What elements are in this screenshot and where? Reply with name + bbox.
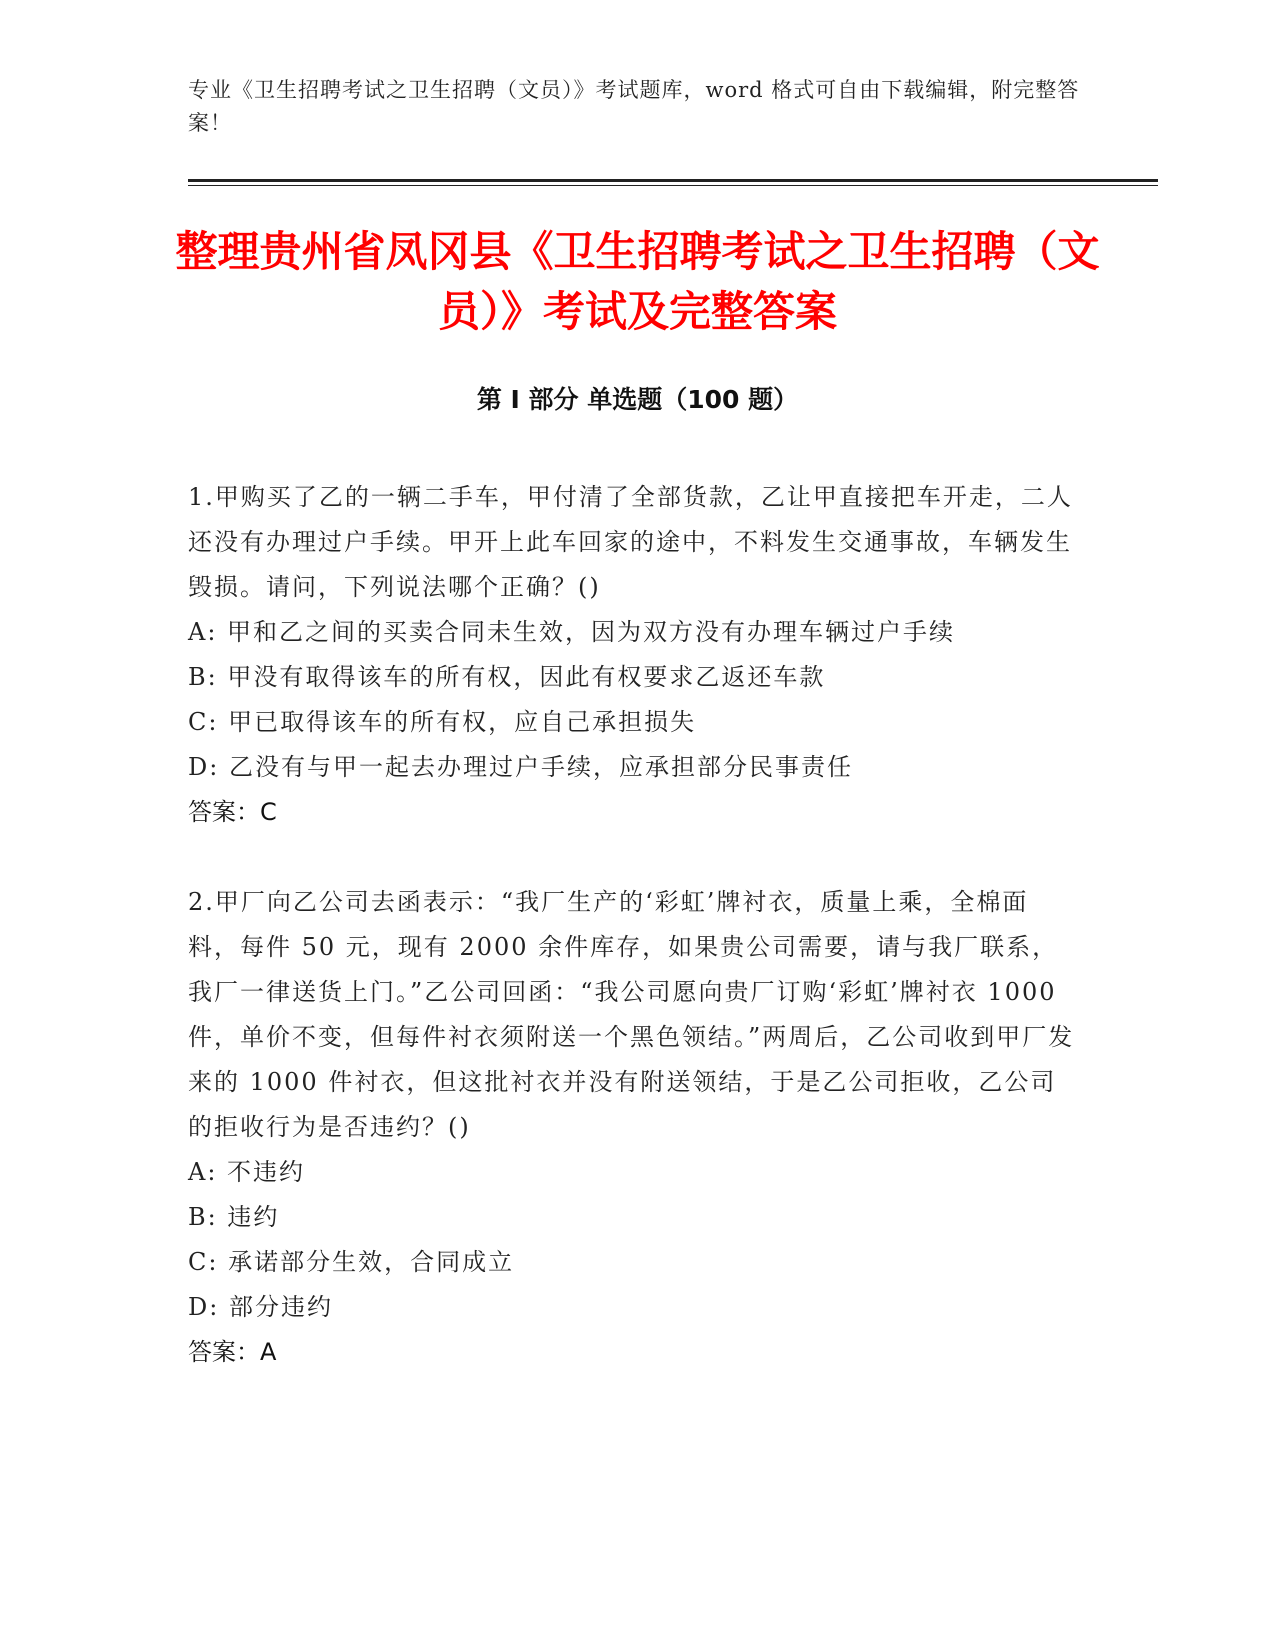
option-d: D: 乙没有与甲一起去办理过户手续，应承担部分民事责任 (188, 753, 853, 781)
question-1 (188, 475, 1078, 835)
header-note: 专业《卫生招聘考试之卫生招聘（文员）》考试题库，word 格式可自由下载编辑，附完整答案！ (188, 78, 1080, 135)
option-c: C: 承诺部分生效，合同成立 (188, 1248, 515, 1276)
answer-line: 答案：C (188, 798, 277, 826)
option-a: A: 不违约 (188, 1158, 306, 1186)
option-d: D: 部分违约 (188, 1293, 333, 1321)
option-b: B: 甲没有取得该车的所有权，因此有权要求乙返还车款 (188, 663, 826, 691)
option-a: A: 甲和乙之间的买卖合同未生效，因为双方没有办理车辆过户手续 (188, 618, 956, 646)
answer-line: 答案：A (188, 1338, 277, 1366)
header-divider-thin (188, 185, 1158, 186)
question-stem: 1.甲购买了乙的一辆二手车，甲付清了全部货款，乙让甲直接把车开走，二人还没有办理过户手续。甲开上此车回家的途中，不料发生交通事故，车辆发生毁损。请问，下列说法哪个正确？() (188, 483, 1073, 601)
section-heading: 第 I 部分 单选题（100 题） (476, 385, 799, 414)
header-divider-thick (188, 179, 1158, 182)
option-b: B: 违约 (188, 1203, 280, 1231)
question-2 (188, 880, 1078, 1375)
document-title: 整理贵州省凤冈县《卫生招聘考试之卫生招聘（文员）》考试及完整答案 (175, 227, 1100, 336)
question-stem: 2.甲厂向乙公司去函表示：“我厂生产的‘彩虹’牌衬衣，质量上乘，全棉面料，每件 50 元，现有 2000 余件库存，如果贵公司需要，请与我厂联系，我厂一律送货上门。”乙公司回函：“我公司愿向贵厂订购‘彩虹’牌衬衣 1000 件，单价不变，但每件衬衣须附送一个黑色领结。”两周后，乙公司收到甲厂发来的 1000 件衬衣，但这批衬衣并没有附送领结，于是乙公司拒收，乙公司的拒收行为是否违约？() (188, 888, 1075, 1141)
option-c: C: 甲已取得该车的所有权，应自己承担损失 (188, 708, 697, 736)
